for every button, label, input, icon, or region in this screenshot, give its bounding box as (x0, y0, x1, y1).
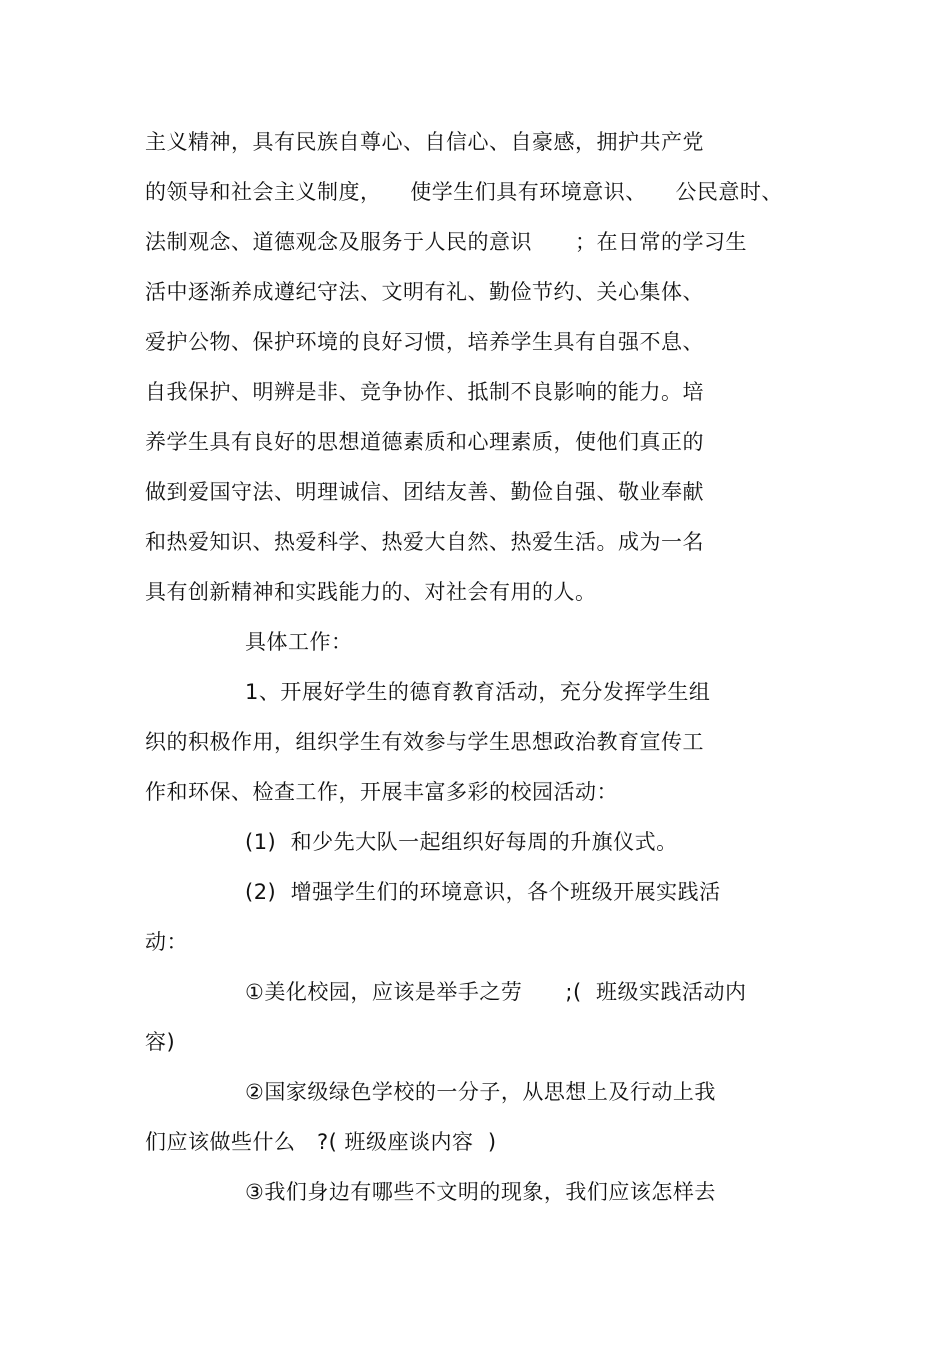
text-line: 法制观念、道德观念及服务于人民的意识 ；在日常的学习生 (145, 230, 748, 254)
text-line: 们应该做些什么 ?( 班级座谈内容 ) (145, 1130, 497, 1154)
text-line: 具有创新精神和实践能力的、对社会有用的人。 (145, 580, 597, 604)
text-line: 作和环保、检查工作，开展丰富多彩的校园活动： (145, 780, 618, 804)
text-line: 织的积极作用，组织学生有效参与学生思想政治教育宣传工 (145, 730, 704, 754)
text-line: (2) 增强学生们的环境意识，各个班级开展实践活 (245, 880, 721, 904)
text-line: ③我们身边有哪些不文明的现象，我们应该怎样去 (245, 1180, 716, 1204)
text-line: 动： (145, 930, 188, 954)
text-line: 做到爱国守法、明理诚信、团结友善、勤俭自强、敬业奉献 (145, 480, 704, 504)
section-heading: 具体工作： (245, 630, 353, 654)
text-line: 容) (145, 1030, 176, 1054)
text-line: (1) 和少先大队一起组织好每周的升旗仪式。 (245, 830, 678, 854)
text-line: ②国家级绿色学校的一分子，从思想上及行动上我 (245, 1080, 716, 1104)
text-line: 1、开展好学生的德育教育活动，充分发挥学生组 (245, 680, 711, 704)
text-line: 的领导和社会主义制度， 使学生们具有环境意识、 公民意时、 (145, 180, 783, 204)
text-line: 活中逐渐养成遵纪守法、文明有礼、勤俭节约、关心集体、 (145, 280, 704, 304)
text-line: 主义精神，具有民族自尊心、自信心、自豪感，拥护共产党 (145, 130, 704, 154)
text-line: 和热爱知识、热爱科学、热爱大自然、热爱生活。成为一名 (145, 530, 704, 554)
text-line: 自我保护、明辨是非、竞争协作、抵制不良影响的能力。培 (145, 380, 704, 404)
text-line: 爱护公物、保护环境的良好习惯，培养学生具有自强不息、 (145, 330, 704, 354)
text-line: ①美化校园，应该是举手之劳 ;( 班级实践活动内 (245, 980, 747, 1004)
text-line: 养学生具有良好的思想道德素质和心理素质，使他们真正的 (145, 430, 704, 454)
